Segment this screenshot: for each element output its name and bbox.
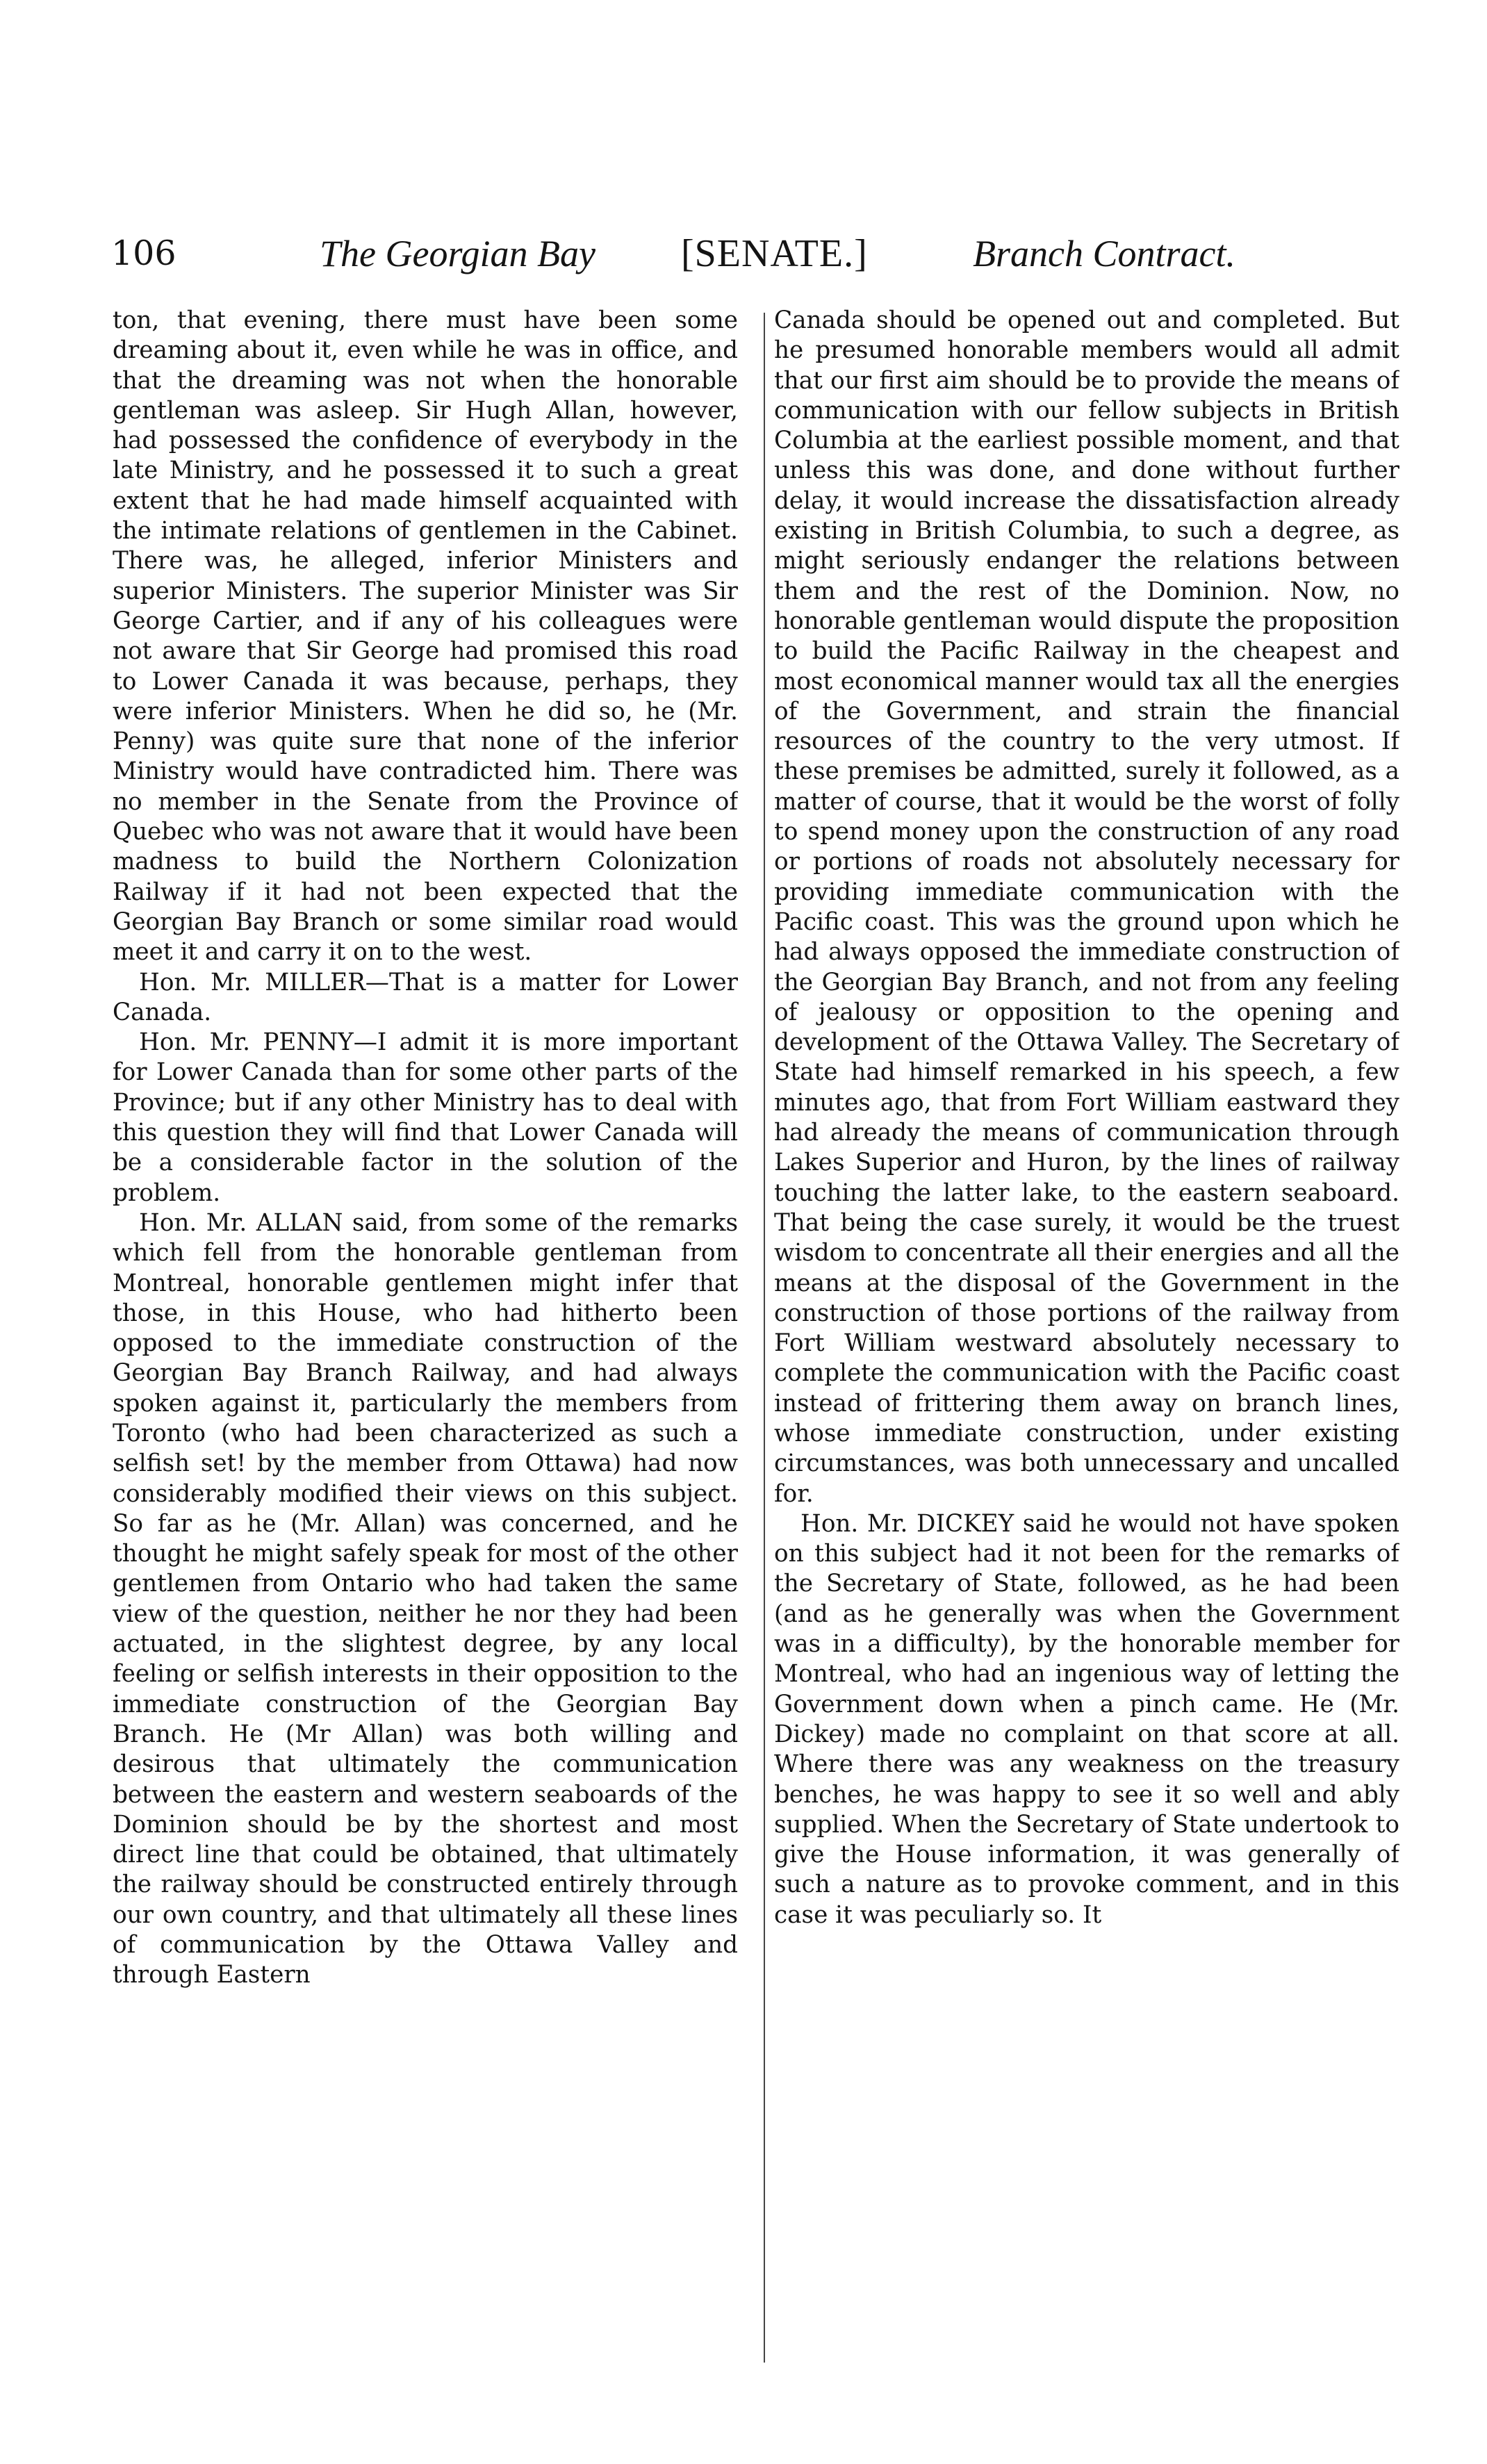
paragraph-continuation: ton, that evening, there must have been some dreaming about it, even while he was in office, and that the dreaming was not when the honorable gentleman was asleep. Sir Hugh Allan, however, had possessed the confidence of everybody in the late Ministry, and he possessed it to such a great extent that he had made himself acquainted with the intimate relations of gentlemen in the Cabinet. There was, he alleged, inferior Ministers and superior Ministers. The superior Minister was Sir George Cartier, and if any of his colleagues were not aware that Sir George had promised this road to Lower Canada it was because, perhaps, they were inferior Ministers. When he did so, he (Mr. Penny) was quite sure that none of the inferior Ministry would have contradicted him. There was no member in the Senate from the Province of Quebec who was not aware that it would have been madness to build the Northern Colonization Railway if it had not been expected that the Georgian Bay Branch or some similar road would meet it and carry it on to the west. bbox=[113, 306, 738, 967]
paragraph-allan: Hon. Mr. ALLAN said, from some of the remarks which fell from the honorable gentleman from Montreal, honorable gentlemen might infer that those, in this House, who had hitherto been opposed to the immediate construction of the Georgian Bay Branch Railway, and had always spoken against it, particularly the members from Toronto (who had been characterized as such a selfish set! by the member from Ottawa) had now considerably modified their views on this subject. So far as he (Mr. Allan) was concerned, and he thought he might safely speak for most of the other gentlemen from Ontario who had taken the same view of the question, neither he nor they had been actuated, in the slightest degree, by any local feeling or selfish interests in their opposition to the immediate construction of the Georgian Bay Branch. He (Mr Allan) was both willing and desirous that ultimately the communication between the eastern and western seaboards of the Dominion should be by the shortest and most direct line that could be obtained, that ultimately the railway should be constructed entirely through our own country, and that ultimately all these lines of communication by the Ottawa Valley and through Eastern bbox=[113, 1208, 738, 1989]
chamber-label: [SENATE.] bbox=[681, 232, 868, 275]
paragraph-allan-continued: Canada should be opened out and completed. But he presumed honorable members would all admit that our first aim should be to provide the means of communication with our fellow subjects in British Columbia at the earliest possible moment, and that unless this was done, and done without further delay, it would increase the dissatisfaction already existing in British Columbia, to such a degree, as might seriously endanger the relations between them and the rest of the Dominion. Now, no honorable gentleman would dispute the proposition to build the Pacific Railway in the cheapest and most economical manner would tax all the energies of the Government, and strain the financial resources of the country to the very utmost. If these premises be admitted, surely it followed, as a matter of course, that it would be the worst of folly to spend money upon the construction of any road or portions of roads not absolutely necessary for providing immediate communication with the Pacific coast. This was the ground upon which he had always opposed the immediate construction of the Georgian Bay Branch, and not from any feeling of jealousy or opposition to the opening and development of the Ottawa Valley. The Secretary of State had himself remarked in his speech, a few minutes ago, that from Fort William eastward they had already the means of communication through Lakes Superior and Huron, by the lines of railway touching the latter lake, to the eastern seaboard. That being the case surely, it would be the truest wisdom to concentrate all their energies and all the means at the disposal of the Government in the construction of those portions of the railway from Fort William westward absolutely necessary to complete the communication with the Pacific coast instead of frittering them away on branch lines, whose immediate construction, under existing circumstances, was both unnecessary and uncalled for. bbox=[774, 306, 1399, 1508]
column-divider bbox=[764, 313, 765, 2363]
page-number: 106 bbox=[111, 233, 176, 273]
left-column bbox=[113, 306, 738, 2376]
paragraph-dickey: Hon. Mr. DICKEY said he would not have spoken on this subject had it not been for the remarks of the Secretary of State, followed, as he had been (and as he generally was when the Government was in a difficulty), by the honorable member for Montreal, who had an ingenious way of letting the Government down when a pinch came. He (Mr. Dickey) made no complaint on that score at all. Where there was any weakness on the treasury benches, he was happy to see it so well and ably supplied. When the Secretary of State undertook to give the House information, it was generally of such a nature as to provoke comment, and in this case it was peculiarly so. It bbox=[774, 1509, 1399, 1929]
page-header bbox=[111, 229, 1251, 278]
right-column bbox=[774, 306, 1399, 2376]
paragraph-penny: Hon. Mr. PENNY—I admit it is more important for Lower Canada than for some other parts of the Province; but if any other Ministry has to deal with this question they will find that Lower Canada will be a considerable factor in the solution of the problem. bbox=[113, 1028, 738, 1207]
running-title-left: The Georgian Bay bbox=[320, 233, 595, 274]
running-title-right: Branch Contract. bbox=[973, 233, 1235, 274]
paragraph-miller: Hon. Mr. MILLER—That is a matter for Lower Canada. bbox=[113, 968, 738, 1026]
